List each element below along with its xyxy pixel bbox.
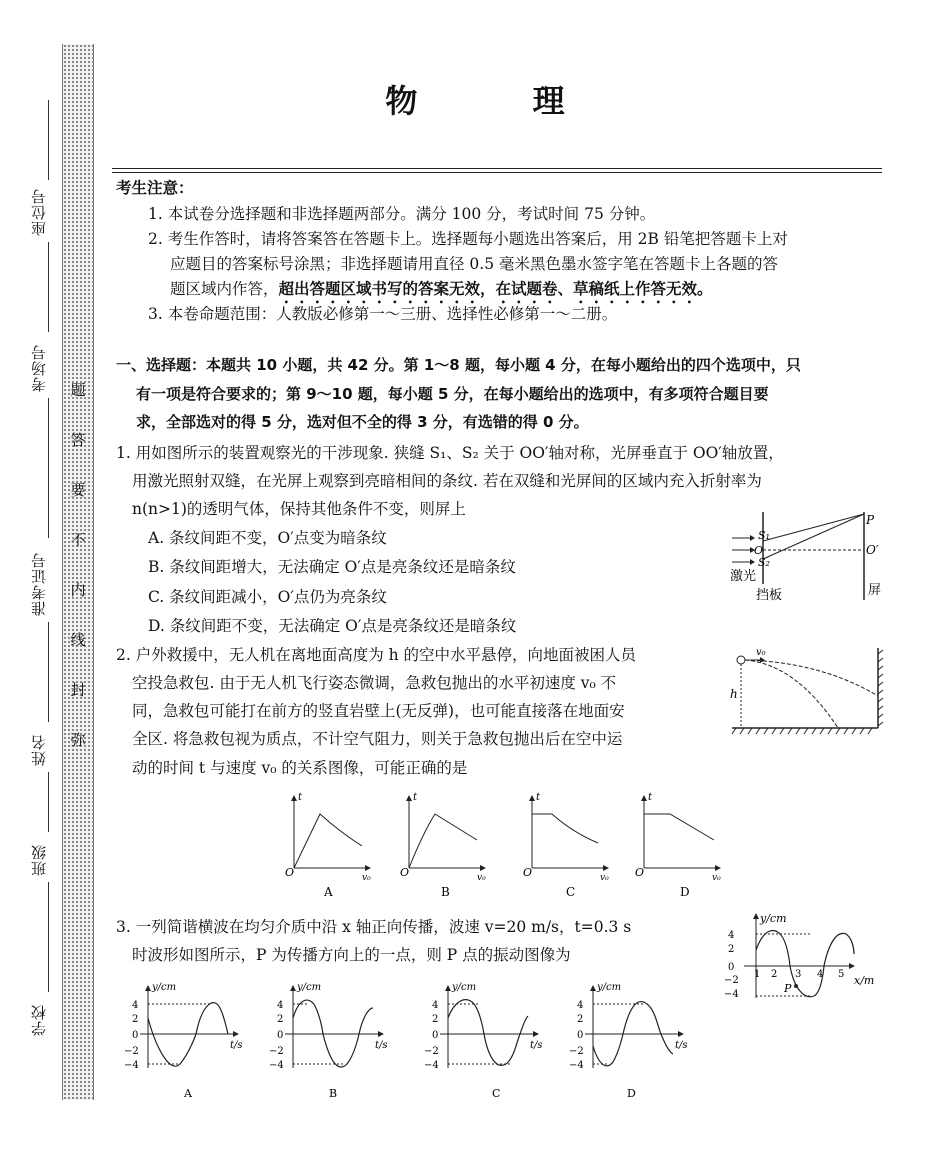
osc-tick: −4 <box>569 1060 584 1071</box>
seal-char: 线 <box>70 631 86 649</box>
label-p: P <box>866 513 875 527</box>
osc-axis-y: y/cm <box>597 982 622 993</box>
osc-axis-y: y/cm <box>152 982 177 993</box>
osc-tick: −4 <box>124 1060 139 1071</box>
trajectory-wall <box>745 660 878 696</box>
label-h: h <box>730 687 738 701</box>
curve-a <box>294 814 362 868</box>
wave-tick-x3: 3 <box>795 969 802 980</box>
axis-v0: v₀ <box>600 873 609 883</box>
label-o-prime: O′ <box>866 543 879 557</box>
seal-char: 要 <box>70 481 86 499</box>
q1-line-3: n(n>1)的透明气体，保持其他条件不变，则屏上 <box>132 500 466 518</box>
q1-line-1: 1. 用如图所示的装置观察光的干涉现象. 狭缝 S₁、S₂ 关于 OO′轴对称，光屏垂直于 OO′轴放置， <box>116 444 784 462</box>
osc-axis-x: t/s <box>675 1040 688 1051</box>
wave-tick-n4: −4 <box>724 989 739 1000</box>
seal-char: 内 <box>70 581 86 599</box>
seal-char: 弥 <box>70 731 86 749</box>
osc-label-b: B <box>329 1087 338 1100</box>
q1-option-d: D. 条纹间距不变，无法确定 O′点是亮条纹还是暗条纹 <box>148 617 517 635</box>
title-rule-top <box>112 168 882 169</box>
hatching <box>732 650 883 734</box>
class-line <box>48 772 49 832</box>
notice-item-2-lead: 题区域内作答， <box>170 280 279 298</box>
q2-graph-a <box>285 792 371 899</box>
osc-tick: −2 <box>424 1046 439 1057</box>
q1-option-a: A. 条纹间距不变，O′点变为暗条纹 <box>148 529 387 547</box>
osc-tick: 2 <box>277 1014 284 1025</box>
axis-t: t <box>413 792 418 803</box>
drone-point <box>737 656 745 664</box>
label-screen: 屏 <box>868 583 882 598</box>
origin-o: O <box>400 866 410 879</box>
q3-option-graphs <box>120 978 720 1100</box>
q2-graph-b <box>400 792 486 899</box>
q3-line-2: 时波形如图所示，P 为传播方向上的一点，则 P 点的振动图像为 <box>132 946 571 964</box>
section1-line-1: 一、选择题：本题共 10 小题，共 42 分。第 1～8 题，每小题 4 分，在每小题给出的四个选项中，只 <box>116 356 801 374</box>
osc-tick: 0 <box>277 1030 284 1041</box>
curve-c <box>532 814 598 843</box>
osc-label-c: C <box>492 1087 501 1100</box>
exam-id-line <box>48 398 49 538</box>
label-laser: 激光 <box>730 569 757 584</box>
osc-tick: 4 <box>277 1000 284 1011</box>
axis-t: t <box>536 792 541 803</box>
name-line <box>48 622 49 722</box>
notice-item-3: 3. 本卷命题范围：人教版必修第一～三册、选择性必修第一～二册。 <box>148 305 618 323</box>
wave-tick-x5: 5 <box>838 969 845 980</box>
wave-tick-x4: 4 <box>817 969 824 980</box>
wave-tick-n2: −2 <box>724 975 739 986</box>
q2-line-5: 动的时间 t 与速度 v₀ 的关系图像，可能正确的是 <box>132 759 468 777</box>
origin-o: O <box>523 866 533 879</box>
origin-o: O <box>635 866 645 879</box>
q3-line-1: 3. 一列简谐横波在均匀介质中沿 x 轴正向传播，波速 v=20 m/s，t=0.3 s <box>116 918 632 936</box>
osc-tick: 0 <box>432 1030 439 1041</box>
q3-graph-c <box>424 982 543 1100</box>
axis-t: t <box>298 792 303 803</box>
osc-tick: −4 <box>424 1060 439 1071</box>
osc-tick: −4 <box>269 1060 284 1071</box>
school-label: 学校 <box>30 1004 48 1036</box>
notice-heading: 考生注意： <box>116 179 194 197</box>
section1-line-2: 有一项是符合要求的；第 9～10 题，每小题 5 分，在每小题给出的选项中，有多项符合题目要 <box>136 385 769 403</box>
q3-graph-a <box>124 982 243 1100</box>
room-number-label: 考场号 <box>30 344 48 392</box>
wave-tick-x1: 1 <box>754 969 761 980</box>
wave-tick-x2: 2 <box>771 969 778 980</box>
osc-tick: −2 <box>124 1046 139 1057</box>
wave-curve <box>756 931 854 997</box>
label-o: O <box>754 544 764 557</box>
osc-tick: 4 <box>132 1000 139 1011</box>
wave-figure <box>724 910 884 1002</box>
q2-line-4: 全区. 将急救包视为质点，不计空气阻力，则关于急救包抛出后在空中运 <box>132 730 623 748</box>
point-p <box>794 984 798 988</box>
label-v0: v₀ <box>756 647 766 658</box>
wave-tick-2: 2 <box>728 944 735 955</box>
osc-axis-x: t/s <box>530 1040 543 1051</box>
seal-char: 封 <box>70 681 86 699</box>
q2-option-graphs <box>280 788 740 900</box>
q3-graph-d <box>569 982 688 1100</box>
osc-tick: 2 <box>432 1014 439 1025</box>
notice-item-1: 1. 本试卷分选择题和非选择题两部分。满分 100 分，考试时间 75 分钟。 <box>148 205 656 223</box>
graph-label-a: A <box>324 885 333 899</box>
curve-b <box>409 814 477 868</box>
q2-line-2: 空投急救包. 由于无人机飞行姿态微调，急救包抛出的水平初速度 v₀ 不 <box>132 674 617 692</box>
seal-char: 题 <box>70 381 86 399</box>
osc-tick: −2 <box>569 1046 584 1057</box>
room-number-line <box>48 242 49 332</box>
axis-t: t <box>648 792 653 803</box>
school-line <box>48 882 49 992</box>
q1-option-b: B. 条纹间距增大，无法确定 O′点是亮条纹还是暗条纹 <box>148 558 516 576</box>
page-title: 物 理 <box>385 82 617 120</box>
q2-line-1: 2. 户外救援中，无人机在离地面高度为 h 的空中水平悬停，向地面被困人员 <box>116 646 637 664</box>
axis-v0: v₀ <box>712 873 721 883</box>
graph-label-d: D <box>680 885 690 899</box>
osc-tick: 0 <box>132 1030 139 1041</box>
trajectory-ground <box>745 660 838 728</box>
osc-label-a: A <box>184 1087 192 1100</box>
notice-emphasis: 超出答题区域书写的答案无效，在试题卷、草稿纸上作答无效。 <box>278 280 713 298</box>
wave-tick-4: 4 <box>728 930 735 941</box>
osc-label-d: D <box>627 1087 636 1100</box>
osc-axis-y: y/cm <box>297 982 322 993</box>
osc-curve-c <box>448 1000 528 1066</box>
class-label: 班级 <box>30 844 48 876</box>
double-slit-figure <box>728 508 888 608</box>
axis-v0: v₀ <box>362 873 371 883</box>
osc-axis-y: y/cm <box>452 982 477 993</box>
osc-tick: −2 <box>269 1046 284 1057</box>
q1-option-c: C. 条纹间距减小，O′点仍为亮条纹 <box>148 588 387 606</box>
seal-char: 答 <box>70 431 86 449</box>
osc-tick: 0 <box>577 1030 584 1041</box>
q3-graph-b <box>269 982 388 1100</box>
q2-graph-c <box>523 792 609 899</box>
seal-char: 不 <box>70 531 86 549</box>
name-label: 姓名 <box>30 734 48 766</box>
wave-axis-x: x/m <box>854 974 875 987</box>
notice-item-2: 2. 考生作答时，请将答案答在答题卡上。选择题每小题选出答案后，用 2B 铅笔把答题卡上对 <box>148 230 788 248</box>
graph-label-c: C <box>566 885 576 899</box>
exam-id-label: 准考证号 <box>30 552 48 616</box>
osc-axis-x: t/s <box>375 1040 388 1051</box>
osc-tick: 2 <box>577 1014 584 1025</box>
label-p: P <box>784 982 792 995</box>
curve-d <box>644 814 714 840</box>
seat-number-label: 座位号 <box>30 188 48 236</box>
seal-warning <box>69 365 87 765</box>
osc-tick: 2 <box>132 1014 139 1025</box>
osc-axis-x: t/s <box>230 1040 243 1051</box>
wave-axis-y: y/cm <box>760 912 787 925</box>
label-s1: S₁ <box>758 529 770 542</box>
label-s2: S₂ <box>758 556 770 569</box>
label-board: 挡板 <box>756 588 783 603</box>
graph-label-b: B <box>441 885 450 899</box>
binding-margin <box>0 0 110 1163</box>
axis-v0: v₀ <box>477 873 486 883</box>
drone-cliff-figure <box>726 644 886 740</box>
osc-tick: 4 <box>577 1000 584 1011</box>
section1-line-3: 求，全部选对的得 5 分，选对但不全的得 3 分，有选错的得 0 分。 <box>136 413 589 431</box>
origin-o: O <box>285 866 295 879</box>
q2-line-3: 同，急救包可能打在前方的竖直岩壁上(无反弹)，也可能直接落在地面安 <box>132 702 625 720</box>
wave-tick-0: 0 <box>728 962 735 973</box>
osc-tick: 4 <box>432 1000 439 1011</box>
notice-item-2-cont: 应题目的答案标号涂黑；非选择题请用直径 0.5 毫米黑色墨水签字笔在答题卡上各题的答 <box>170 255 779 273</box>
q1-line-2: 用激光照射双缝，在光屏上观察到亮暗相间的条纹. 若在双缝和光屏间的区域内充入折射率为 <box>132 472 762 490</box>
title-rule-bottom <box>112 172 882 173</box>
q2-graph-d <box>635 792 721 899</box>
